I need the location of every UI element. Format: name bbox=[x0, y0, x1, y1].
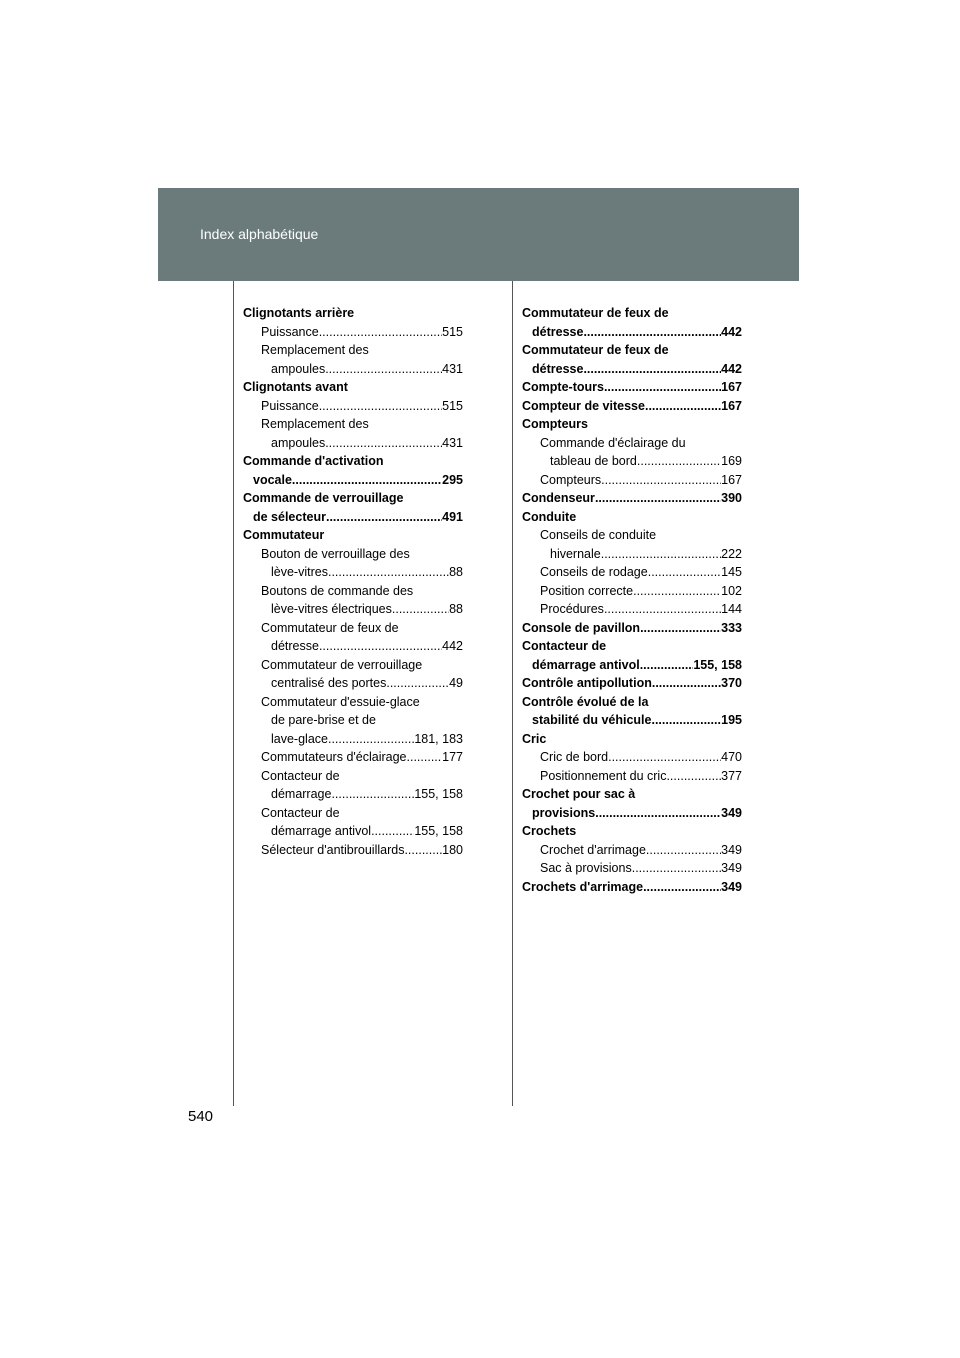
index-entry-term: Remplacement des bbox=[261, 417, 369, 431]
index-entry bbox=[522, 563, 742, 582]
dot-leader bbox=[633, 582, 721, 601]
index-entry-term: Commutateur d'essuie-glace bbox=[261, 694, 420, 709]
index-entry-page[interactable]: 431 bbox=[442, 361, 463, 376]
index-entry bbox=[522, 360, 742, 379]
index-entry bbox=[243, 804, 463, 823]
index-entry bbox=[243, 471, 463, 490]
index-entry bbox=[522, 323, 742, 342]
index-entry-page[interactable]: 181, 183 bbox=[414, 731, 463, 746]
index-entry bbox=[243, 341, 463, 360]
dot-leader bbox=[601, 471, 721, 490]
index-entry-term: Bouton de verrouillage des bbox=[261, 546, 410, 561]
dot-leader bbox=[637, 452, 721, 471]
index-entry bbox=[522, 785, 742, 804]
index-entry bbox=[243, 434, 463, 453]
index-entry-page[interactable]: 145 bbox=[721, 565, 742, 579]
index-entry-term: de pare-brise et de bbox=[271, 713, 376, 727]
index-entry-term: Contrôle évolué de la bbox=[522, 694, 649, 709]
index-entry-term: Remplacement des bbox=[261, 343, 369, 357]
index-entry-page[interactable]: 88 bbox=[449, 602, 463, 616]
index-entry-term: Clignotants arrière bbox=[243, 306, 355, 320]
index-entry-page[interactable]: 333 bbox=[721, 620, 742, 635]
dot-leader bbox=[325, 360, 442, 379]
index-entry bbox=[522, 434, 742, 453]
dot-leader bbox=[595, 804, 721, 823]
index-entry-page[interactable]: 377 bbox=[721, 768, 742, 783]
dot-leader bbox=[640, 619, 721, 638]
index-entry-term: Console de pavillon bbox=[522, 620, 641, 635]
index-entry-term: ampoules bbox=[271, 361, 326, 376]
dot-leader bbox=[595, 489, 721, 508]
index-entry-term: de sélecteur bbox=[253, 509, 326, 524]
index-entry bbox=[243, 711, 463, 730]
index-entry-term: Compteurs bbox=[522, 417, 588, 431]
index-entry-term: démarrage antivol bbox=[271, 824, 372, 838]
index-entry bbox=[243, 619, 463, 638]
index-entry bbox=[522, 378, 742, 397]
index-entry bbox=[243, 582, 463, 601]
index-entry bbox=[522, 693, 742, 712]
dot-leader bbox=[328, 563, 449, 582]
index-entry-term: Contacteur de bbox=[522, 639, 607, 653]
index-entry bbox=[522, 822, 742, 841]
index-entry bbox=[243, 397, 463, 416]
dot-leader bbox=[319, 637, 442, 656]
index-entry-page[interactable]: 442 bbox=[721, 324, 742, 339]
dot-leader bbox=[601, 545, 721, 564]
index-entry bbox=[243, 415, 463, 434]
index-entry-page[interactable]: 167 bbox=[721, 398, 742, 413]
index-entry-page[interactable]: 491 bbox=[442, 509, 463, 524]
dot-leader bbox=[583, 323, 721, 342]
index-entry bbox=[522, 508, 742, 527]
dot-leader bbox=[604, 378, 721, 397]
index-entry-term: lève-vitres bbox=[271, 565, 328, 579]
index-entry-term: Contrôle antipollution bbox=[522, 676, 652, 690]
dot-leader bbox=[371, 822, 414, 841]
index-entry-page[interactable]: 442 bbox=[721, 361, 742, 376]
index-column-left bbox=[243, 304, 463, 859]
dot-leader bbox=[643, 878, 721, 897]
index-entry bbox=[243, 748, 463, 767]
index-entry-term: Cric bbox=[522, 731, 547, 746]
index-entry bbox=[243, 600, 463, 619]
index-entry bbox=[243, 841, 463, 860]
index-entry-term: Puissance bbox=[261, 398, 319, 413]
index-entry-term: Commande de verrouillage bbox=[243, 491, 404, 505]
index-entry-term: tableau de bord bbox=[550, 454, 637, 468]
index-entry-term: centralisé des portes bbox=[271, 676, 387, 690]
index-entry bbox=[243, 545, 463, 564]
index-entry-page[interactable]: 349 bbox=[721, 842, 742, 857]
index-entry-term: Compte-tours bbox=[522, 380, 604, 394]
index-entry bbox=[243, 378, 463, 397]
index-entry-page[interactable]: 390 bbox=[721, 491, 742, 505]
index-entry bbox=[522, 804, 742, 823]
dot-leader bbox=[583, 360, 721, 379]
index-entry-term: Crochets d'arrimage bbox=[522, 879, 644, 894]
index-entry-page[interactable]: 177 bbox=[442, 750, 463, 764]
index-entry-term: Condenseur bbox=[522, 491, 595, 505]
index-entry bbox=[243, 323, 463, 342]
dot-leader bbox=[386, 674, 449, 693]
index-entry bbox=[243, 563, 463, 582]
index-entry-page[interactable]: 167 bbox=[721, 380, 742, 394]
index-entry bbox=[243, 637, 463, 656]
dot-leader bbox=[325, 434, 442, 453]
index-entry-term: Conseils de rodage bbox=[540, 565, 648, 579]
index-entry-page[interactable]: 370 bbox=[721, 676, 742, 690]
index-entry bbox=[522, 656, 742, 675]
index-entry bbox=[243, 767, 463, 786]
index-entry-page[interactable]: 155, 158 bbox=[414, 787, 463, 801]
dot-leader bbox=[407, 748, 443, 767]
index-entry-term: Commutateur de feux de bbox=[522, 343, 669, 357]
dot-leader bbox=[331, 785, 414, 804]
index-entry bbox=[243, 526, 463, 545]
dot-leader bbox=[319, 397, 442, 416]
index-entry-term: Commutateurs d'éclairage bbox=[261, 750, 407, 764]
index-entry bbox=[522, 341, 742, 360]
index-entry-page[interactable]: 102 bbox=[721, 583, 742, 598]
center-divider bbox=[512, 281, 513, 1106]
index-entry bbox=[522, 304, 742, 323]
index-entry bbox=[243, 452, 463, 471]
dot-leader bbox=[652, 674, 721, 693]
index-entry-term: détresse bbox=[532, 361, 584, 376]
index-entry bbox=[522, 471, 742, 490]
dot-leader bbox=[651, 711, 721, 730]
index-entry-term: Position correcte bbox=[540, 583, 634, 598]
index-entry-page[interactable]: 49 bbox=[449, 676, 463, 690]
index-entry-term: vocale bbox=[253, 472, 292, 487]
index-entry-term: lave-glace bbox=[271, 731, 328, 746]
index-entry-page[interactable]: 515 bbox=[442, 324, 463, 339]
left-divider bbox=[233, 281, 234, 1106]
index-entry bbox=[243, 693, 463, 712]
index-entry-term: Commande d'activation bbox=[243, 454, 384, 468]
index-entry-page[interactable]: 155, 158 bbox=[414, 824, 463, 838]
index-entry-term: Cric de bord bbox=[540, 750, 609, 764]
dot-leader bbox=[292, 471, 442, 490]
index-entry-term: Commutateur de feux de bbox=[261, 620, 399, 635]
index-entry bbox=[522, 545, 742, 564]
index-entry-term: Puissance bbox=[261, 324, 319, 339]
index-entry-term: démarrage antivol bbox=[532, 657, 640, 672]
dot-leader bbox=[404, 841, 442, 860]
dot-leader bbox=[319, 323, 442, 342]
index-entry-term: Crochets bbox=[522, 824, 577, 838]
index-entry-page[interactable]: 295 bbox=[442, 472, 463, 487]
index-entry bbox=[243, 360, 463, 379]
index-entry-term: provisions bbox=[532, 805, 596, 820]
section-header bbox=[158, 188, 799, 281]
index-entry bbox=[522, 674, 742, 693]
index-entry-page[interactable]: 349 bbox=[721, 861, 742, 875]
index-entry bbox=[243, 822, 463, 841]
index-entry-term: Commutateur bbox=[243, 528, 325, 542]
index-entry-page[interactable]: 222 bbox=[721, 546, 742, 561]
dot-leader bbox=[632, 859, 721, 878]
index-entry bbox=[243, 674, 463, 693]
index-entry bbox=[243, 508, 463, 527]
index-entry-term: Conduite bbox=[522, 509, 577, 524]
index-entry bbox=[522, 748, 742, 767]
dot-leader bbox=[608, 748, 721, 767]
index-entry-page[interactable]: 169 bbox=[721, 454, 742, 468]
index-entry bbox=[243, 489, 463, 508]
index-entry-term: Sélecteur d'antibrouillards bbox=[261, 842, 405, 857]
index-entry-page[interactable]: 167 bbox=[721, 472, 742, 487]
index-entry-term: Crochet d'arrimage bbox=[540, 842, 646, 857]
index-entry bbox=[522, 878, 742, 897]
index-entry-page[interactable]: 515 bbox=[442, 398, 463, 413]
index-entry-term: Commande d'éclairage du bbox=[540, 435, 686, 450]
index-entry-page[interactable]: 470 bbox=[721, 750, 742, 764]
index-entry-page[interactable]: 349 bbox=[721, 879, 742, 894]
dot-leader bbox=[604, 600, 721, 619]
index-entry bbox=[522, 637, 742, 656]
index-entry-term: Commutateur de feux de bbox=[522, 306, 669, 320]
index-entry-page[interactable]: 144 bbox=[721, 602, 742, 616]
index-entry bbox=[243, 730, 463, 749]
dot-leader bbox=[645, 397, 721, 416]
index-entry-page[interactable]: 349 bbox=[721, 805, 742, 820]
index-entry bbox=[522, 859, 742, 878]
index-entry bbox=[522, 841, 742, 860]
index-entry-term: Contacteur de bbox=[261, 805, 340, 820]
index-entry-term: détresse bbox=[532, 324, 584, 339]
index-entry-page[interactable]: 442 bbox=[442, 639, 463, 653]
index-entry-term: Compteurs bbox=[540, 472, 602, 487]
index-entry-term: Procédures bbox=[540, 602, 604, 616]
index-column-right bbox=[522, 304, 742, 896]
index-entry-page[interactable]: 431 bbox=[442, 435, 463, 450]
index-entry-term: Commutateur de verrouillage bbox=[261, 657, 423, 672]
index-entry bbox=[522, 600, 742, 619]
index-entry-term: Crochet pour sac à bbox=[522, 787, 636, 801]
index-entry bbox=[522, 452, 742, 471]
dot-leader bbox=[326, 508, 442, 527]
index-entry bbox=[243, 304, 463, 323]
index-entry-page[interactable]: 180 bbox=[442, 842, 463, 857]
index-entry-term: détresse bbox=[271, 639, 319, 653]
index-entry bbox=[522, 619, 742, 638]
dot-leader bbox=[328, 730, 414, 749]
index-entry-term: Sac à provisions bbox=[540, 861, 632, 875]
index-entry-term: hivernale bbox=[550, 546, 601, 561]
index-entry-term: Compteur de vitesse bbox=[522, 398, 645, 413]
index-entry-term: Positionnement du cric bbox=[540, 768, 667, 783]
index-entry-page[interactable]: 155, 158 bbox=[693, 657, 742, 672]
index-entry bbox=[522, 397, 742, 416]
page-number: 540 bbox=[188, 1108, 214, 1125]
index-entry-term: stabilité du véhicule bbox=[532, 713, 652, 727]
index-entry-page[interactable]: 195 bbox=[721, 713, 742, 727]
index-entry bbox=[522, 582, 742, 601]
dot-leader bbox=[666, 767, 721, 786]
index-entry-term: démarrage bbox=[271, 787, 332, 801]
index-entry-term: lève-vitres électriques bbox=[271, 602, 392, 616]
index-entry bbox=[522, 489, 742, 508]
index-entry bbox=[522, 730, 742, 749]
index-entry-term: Conseils de conduite bbox=[540, 528, 657, 542]
index-entry bbox=[243, 656, 463, 675]
index-entry-term: Contacteur de bbox=[261, 768, 340, 783]
dot-leader bbox=[648, 563, 721, 582]
dot-leader bbox=[646, 841, 721, 860]
dot-leader bbox=[640, 656, 694, 675]
index-entry-term: ampoules bbox=[271, 435, 326, 450]
index-entry bbox=[522, 415, 742, 434]
index-entry bbox=[522, 526, 742, 545]
index-entry-term: Clignotants avant bbox=[243, 380, 348, 394]
index-entry-term: Boutons de commande des bbox=[261, 583, 414, 598]
index-entry-page[interactable]: 88 bbox=[449, 565, 463, 579]
index-entry bbox=[243, 785, 463, 804]
dot-leader bbox=[392, 600, 449, 619]
index-entry bbox=[522, 711, 742, 730]
section-title: Index alphabétique bbox=[200, 226, 319, 242]
index-entry bbox=[522, 767, 742, 786]
